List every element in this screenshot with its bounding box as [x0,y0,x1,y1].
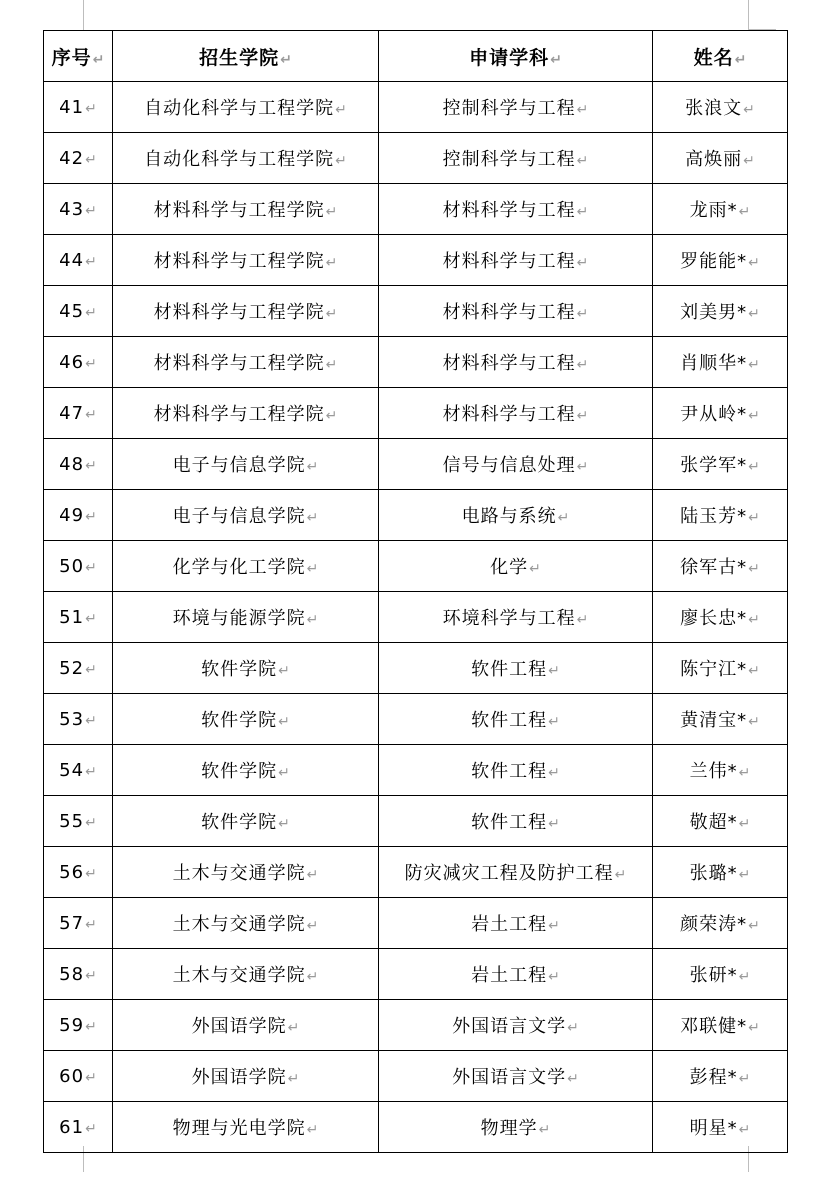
table-row [44,1051,788,1102]
cell-name-text: 邓联健* [680,1016,748,1037]
cell-college [113,286,379,337]
paragraph-mark-icon: ↵ [576,408,589,424]
paragraph-mark-icon: ↵ [748,255,760,271]
cell-discipline-text: 材料科学与工程 [442,302,576,323]
cell-college [113,133,379,184]
paragraph-mark-icon: ↵ [738,969,751,985]
paragraph-mark-icon: ↵ [576,612,589,628]
paragraph-mark-icon: ↵ [278,714,290,730]
paragraph-mark-icon: ↵ [738,816,751,832]
cell-name [653,235,788,286]
cell-discipline-text: 材料科学与工程 [442,200,576,221]
cell-college-text: 土木与交通学院 [172,863,306,884]
paragraph-mark-icon: ↵ [734,51,747,68]
paragraph-mark-icon: ↵ [306,867,319,883]
table-row [44,439,788,490]
cell-college [113,643,379,694]
cell-name-text: 肖顺华* [680,353,748,374]
cell-index-text: 47 [59,402,85,424]
table-row [44,235,788,286]
cell-name [653,133,788,184]
crop-mark-top-left [83,0,84,30]
table-row [44,490,788,541]
cell-index-text: 51 [59,606,85,628]
paragraph-mark-icon: ↵ [85,151,97,168]
cell-index [44,490,113,541]
cell-college-text: 土木与交通学院 [172,914,306,935]
paragraph-mark-icon: ↵ [548,918,560,934]
paragraph-mark-icon: ↵ [325,357,338,373]
cell-college-text: 外国语学院 [191,1067,287,1088]
cell-college [113,235,379,286]
cell-college-text: 电子与信息学院 [172,455,306,476]
table-header-row [44,31,788,82]
cell-discipline [379,490,653,541]
paragraph-mark-icon: ↵ [557,510,570,526]
paragraph-mark-icon: ↵ [287,1020,300,1036]
cell-index [44,1051,113,1102]
cell-index-text: 48 [59,453,85,475]
table-row [44,847,788,898]
cell-index [44,439,113,490]
paragraph-mark-icon: ↵ [335,102,347,118]
paragraph-mark-icon: ↵ [278,816,290,832]
cell-discipline [379,1102,653,1153]
cell-index-text: 50 [59,555,85,577]
paragraph-mark-icon: ↵ [576,102,589,118]
cell-college-text: 材料科学与工程学院 [153,251,325,272]
cell-index [44,592,113,643]
paragraph-mark-icon: ↵ [738,1071,751,1087]
cell-discipline-text: 外国语言文学 [452,1016,567,1037]
cell-discipline [379,796,653,847]
cell-discipline-text: 外国语言文学 [452,1067,567,1088]
cell-discipline [379,82,653,133]
paragraph-mark-icon: ↵ [306,969,319,985]
cell-index [44,1000,113,1051]
cell-name-text: 张研* [689,965,738,986]
cell-index [44,541,113,592]
cell-name-text: 龙雨* [689,200,738,221]
cell-name [653,898,788,949]
cell-name [653,949,788,1000]
cell-discipline [379,133,653,184]
paragraph-mark-icon: ↵ [325,204,338,220]
paragraph-mark-icon: ↵ [748,357,760,373]
cell-name-text: 徐军古* [680,557,748,578]
paragraph-mark-icon: ↵ [85,865,97,882]
cell-name-text: 明星* [689,1118,738,1139]
table-row [44,745,788,796]
cell-discipline [379,643,653,694]
cell-name [653,286,788,337]
paragraph-mark-icon: ↵ [92,51,105,68]
cell-discipline [379,184,653,235]
cell-index-text: 56 [59,861,85,883]
cell-name [653,745,788,796]
cell-index [44,847,113,898]
header-label: 序号 [51,46,92,69]
table-row [44,898,788,949]
paragraph-mark-icon: ↵ [748,510,760,526]
table-row [44,286,788,337]
paragraph-mark-icon: ↵ [85,100,97,117]
cell-discipline-text: 防灾减灾工程及防护工程 [404,863,614,884]
cell-name-text: 敬超* [689,812,738,833]
paragraph-mark-icon: ↵ [85,559,97,576]
table-body [44,82,788,1153]
paragraph-mark-icon: ↵ [85,508,97,525]
cell-index-text: 44 [59,249,85,271]
cell-discipline-text: 软件工程 [471,761,548,782]
paragraph-mark-icon: ↵ [306,1122,319,1138]
cell-index [44,898,113,949]
header-label: 申请学科 [469,46,550,69]
paragraph-mark-icon: ↵ [85,1018,97,1035]
cell-college-text: 软件学院 [201,710,278,731]
cell-discipline [379,694,653,745]
cell-index [44,286,113,337]
table-row [44,643,788,694]
cell-name [653,796,788,847]
paragraph-mark-icon: ↵ [85,916,97,933]
cell-name [653,82,788,133]
paragraph-mark-icon: ↵ [748,714,760,730]
cell-name [653,847,788,898]
cell-index [44,745,113,796]
cell-college-text: 软件学院 [201,761,278,782]
cell-college [113,490,379,541]
paragraph-mark-icon: ↵ [85,763,97,780]
cell-college [113,847,379,898]
cell-name-text: 廖长忠* [680,608,748,629]
header-cell-name [653,31,788,82]
paragraph-mark-icon: ↵ [576,204,589,220]
paragraph-mark-icon: ↵ [529,561,541,577]
paragraph-mark-icon: ↵ [280,51,292,68]
paragraph-mark-icon: ↵ [278,765,290,781]
cell-college-text: 土木与交通学院 [172,965,306,986]
cell-index-text: 54 [59,759,85,781]
cell-discipline [379,541,653,592]
paragraph-mark-icon: ↵ [306,561,319,577]
cell-discipline-text: 材料科学与工程 [442,353,576,374]
paragraph-mark-icon: ↵ [306,459,319,475]
cell-index-text: 59 [59,1014,85,1036]
cell-name [653,337,788,388]
table-row [44,592,788,643]
paragraph-mark-icon: ↵ [738,204,751,220]
cell-discipline [379,949,653,1000]
cell-name [653,541,788,592]
cell-name [653,643,788,694]
cell-college-text: 物理与光电学院 [172,1118,306,1139]
cell-name-text: 刘美男* [680,302,748,323]
paragraph-mark-icon: ↵ [85,661,97,678]
cell-discipline-text: 材料科学与工程 [442,251,576,272]
table-row [44,337,788,388]
cell-college [113,898,379,949]
paragraph-mark-icon: ↵ [85,202,97,219]
cell-discipline-text: 环境科学与工程 [442,608,576,629]
crop-mark-top-right [748,0,749,30]
table-row [44,1000,788,1051]
cell-discipline [379,745,653,796]
paragraph-mark-icon: ↵ [548,714,560,730]
cell-name [653,592,788,643]
cell-college [113,1102,379,1153]
cell-college-text: 外国语学院 [191,1016,287,1037]
paragraph-mark-icon: ↵ [85,1069,97,1086]
paragraph-mark-icon: ↵ [306,918,319,934]
paragraph-mark-icon: ↵ [325,255,338,271]
paragraph-mark-icon: ↵ [85,967,97,984]
cell-discipline [379,388,653,439]
cell-discipline [379,1051,653,1102]
cell-index-text: 52 [59,657,85,679]
table-row [44,796,788,847]
paragraph-mark-icon: ↵ [567,1020,579,1036]
paragraph-mark-icon: ↵ [576,153,589,169]
paragraph-mark-icon: ↵ [85,406,97,423]
paragraph-mark-icon: ↵ [743,102,755,118]
cell-name [653,1051,788,1102]
table-row [44,388,788,439]
cell-discipline [379,337,653,388]
paragraph-mark-icon: ↵ [748,561,760,577]
cell-index [44,796,113,847]
paragraph-mark-icon: ↵ [548,969,560,985]
cell-college [113,439,379,490]
cell-name-text: 兰伟* [689,761,738,782]
paragraph-mark-icon: ↵ [548,816,560,832]
cell-name-text: 陆玉芳* [680,506,748,527]
cell-index-text: 41 [59,96,85,118]
cell-name [653,439,788,490]
paragraph-mark-icon: ↵ [738,1122,751,1138]
cell-index-text: 61 [59,1116,85,1138]
cell-index-text: 42 [59,147,85,169]
paragraph-mark-icon: ↵ [85,355,97,372]
cell-index [44,184,113,235]
cell-index-text: 58 [59,963,85,985]
cell-name [653,1102,788,1153]
table-row [44,133,788,184]
cell-name-text: 陈宁江* [680,659,748,680]
paragraph-mark-icon: ↵ [306,510,319,526]
table-row [44,184,788,235]
cell-discipline-text: 软件工程 [471,659,548,680]
paragraph-mark-icon: ↵ [85,1120,97,1137]
admission-table [43,30,788,1153]
cell-discipline [379,1000,653,1051]
cell-name-text: 罗能能* [680,251,748,272]
cell-name-text: 尹从岭* [680,404,748,425]
paragraph-mark-icon: ↵ [85,814,97,831]
paragraph-mark-icon: ↵ [85,304,97,321]
cell-name-text: 张学军* [680,455,748,476]
cell-college-text: 环境与能源学院 [172,608,306,629]
paragraph-mark-icon: ↵ [567,1071,579,1087]
paragraph-mark-icon: ↵ [550,51,562,68]
cell-index [44,388,113,439]
cell-index-text: 45 [59,300,85,322]
cell-discipline [379,439,653,490]
cell-name [653,490,788,541]
cell-college-text: 材料科学与工程学院 [153,353,325,374]
cell-name-text: 张浪文 [685,98,743,119]
paragraph-mark-icon: ↵ [325,408,338,424]
cell-college [113,745,379,796]
table-row [44,949,788,1000]
cell-index [44,1102,113,1153]
cell-index [44,337,113,388]
paragraph-mark-icon: ↵ [748,459,760,475]
header-label: 姓名 [693,46,734,69]
cell-index-text: 53 [59,708,85,730]
cell-index [44,82,113,133]
cell-discipline-text: 物理学 [480,1118,538,1139]
table-row [44,694,788,745]
cell-discipline-text: 控制科学与工程 [442,149,576,170]
cell-college [113,541,379,592]
paragraph-mark-icon: ↵ [748,306,760,322]
cell-index-text: 57 [59,912,85,934]
cell-college [113,1051,379,1102]
cell-discipline-text: 化学 [490,557,529,578]
cell-college [113,82,379,133]
header-cell-college [113,31,379,82]
paragraph-mark-icon: ↵ [738,867,751,883]
cell-college-text: 材料科学与工程学院 [153,200,325,221]
cell-index-text: 46 [59,351,85,373]
cell-index-text: 43 [59,198,85,220]
header-cell-index [44,31,113,82]
paragraph-mark-icon: ↵ [85,712,97,729]
cell-index [44,949,113,1000]
paragraph-mark-icon: ↵ [743,153,755,169]
cell-name-text: 颜荣涛* [680,914,748,935]
paragraph-mark-icon: ↵ [548,765,560,781]
cell-index-text: 49 [59,504,85,526]
cell-college [113,592,379,643]
paragraph-mark-icon: ↵ [576,255,589,271]
paragraph-mark-icon: ↵ [325,306,338,322]
paragraph-mark-icon: ↵ [748,918,760,934]
cell-college [113,388,379,439]
cell-discipline [379,847,653,898]
cell-name-text: 彭程* [689,1067,738,1088]
cell-college-text: 软件学院 [201,659,278,680]
paragraph-mark-icon: ↵ [738,765,751,781]
header-label: 招生学院 [199,46,280,69]
paragraph-mark-icon: ↵ [576,306,589,322]
cell-college-text: 材料科学与工程学院 [153,302,325,323]
cell-college-text: 自动化科学与工程学院 [144,149,335,170]
cell-index [44,235,113,286]
cell-name-text: 张璐* [689,863,738,884]
cell-discipline-text: 软件工程 [471,710,548,731]
paragraph-mark-icon: ↵ [85,457,97,474]
cell-index [44,133,113,184]
cell-index [44,694,113,745]
cell-name [653,388,788,439]
cell-college [113,1000,379,1051]
table-row [44,1102,788,1153]
paragraph-mark-icon: ↵ [306,612,319,628]
cell-index-text: 55 [59,810,85,832]
cell-discipline-text: 材料科学与工程 [442,404,576,425]
paragraph-mark-icon: ↵ [335,153,347,169]
paragraph-mark-icon: ↵ [748,663,760,679]
cell-name-text: 高焕丽 [685,149,743,170]
paragraph-mark-icon: ↵ [278,663,290,679]
cell-name-text: 黄清宝* [680,710,748,731]
paragraph-mark-icon: ↵ [748,1020,760,1036]
cell-college [113,949,379,1000]
cell-index-text: 60 [59,1065,85,1087]
cell-college-text: 材料科学与工程学院 [153,404,325,425]
paragraph-mark-icon: ↵ [85,253,97,270]
cell-discipline-text: 控制科学与工程 [442,98,576,119]
cell-discipline [379,898,653,949]
cell-college [113,184,379,235]
cell-college [113,337,379,388]
cell-name [653,1000,788,1051]
paragraph-mark-icon: ↵ [748,408,760,424]
cell-index [44,643,113,694]
cell-discipline-text: 软件工程 [471,812,548,833]
paragraph-mark-icon: ↵ [576,459,589,475]
cell-discipline-text: 信号与信息处理 [442,455,576,476]
cell-college-text: 电子与信息学院 [172,506,306,527]
cell-discipline [379,592,653,643]
cell-discipline-text: 电路与系统 [461,506,557,527]
paragraph-mark-icon: ↵ [614,867,627,883]
cell-discipline-text: 岩土工程 [471,914,548,935]
table-row [44,82,788,133]
paragraph-mark-icon: ↵ [576,357,589,373]
header-cell-discipline [379,31,653,82]
paragraph-mark-icon: ↵ [287,1071,300,1087]
cell-discipline-text: 岩土工程 [471,965,548,986]
cell-college-text: 软件学院 [201,812,278,833]
cell-college [113,796,379,847]
paragraph-mark-icon: ↵ [538,1122,551,1138]
table-row [44,541,788,592]
cell-name [653,184,788,235]
cell-discipline [379,286,653,337]
cell-college-text: 化学与化工学院 [172,557,306,578]
cell-college [113,694,379,745]
paragraph-mark-icon: ↵ [748,612,760,628]
cell-discipline [379,235,653,286]
cell-college-text: 自动化科学与工程学院 [144,98,335,119]
paragraph-mark-icon: ↵ [548,663,560,679]
cell-name [653,694,788,745]
paragraph-mark-icon: ↵ [85,610,97,627]
